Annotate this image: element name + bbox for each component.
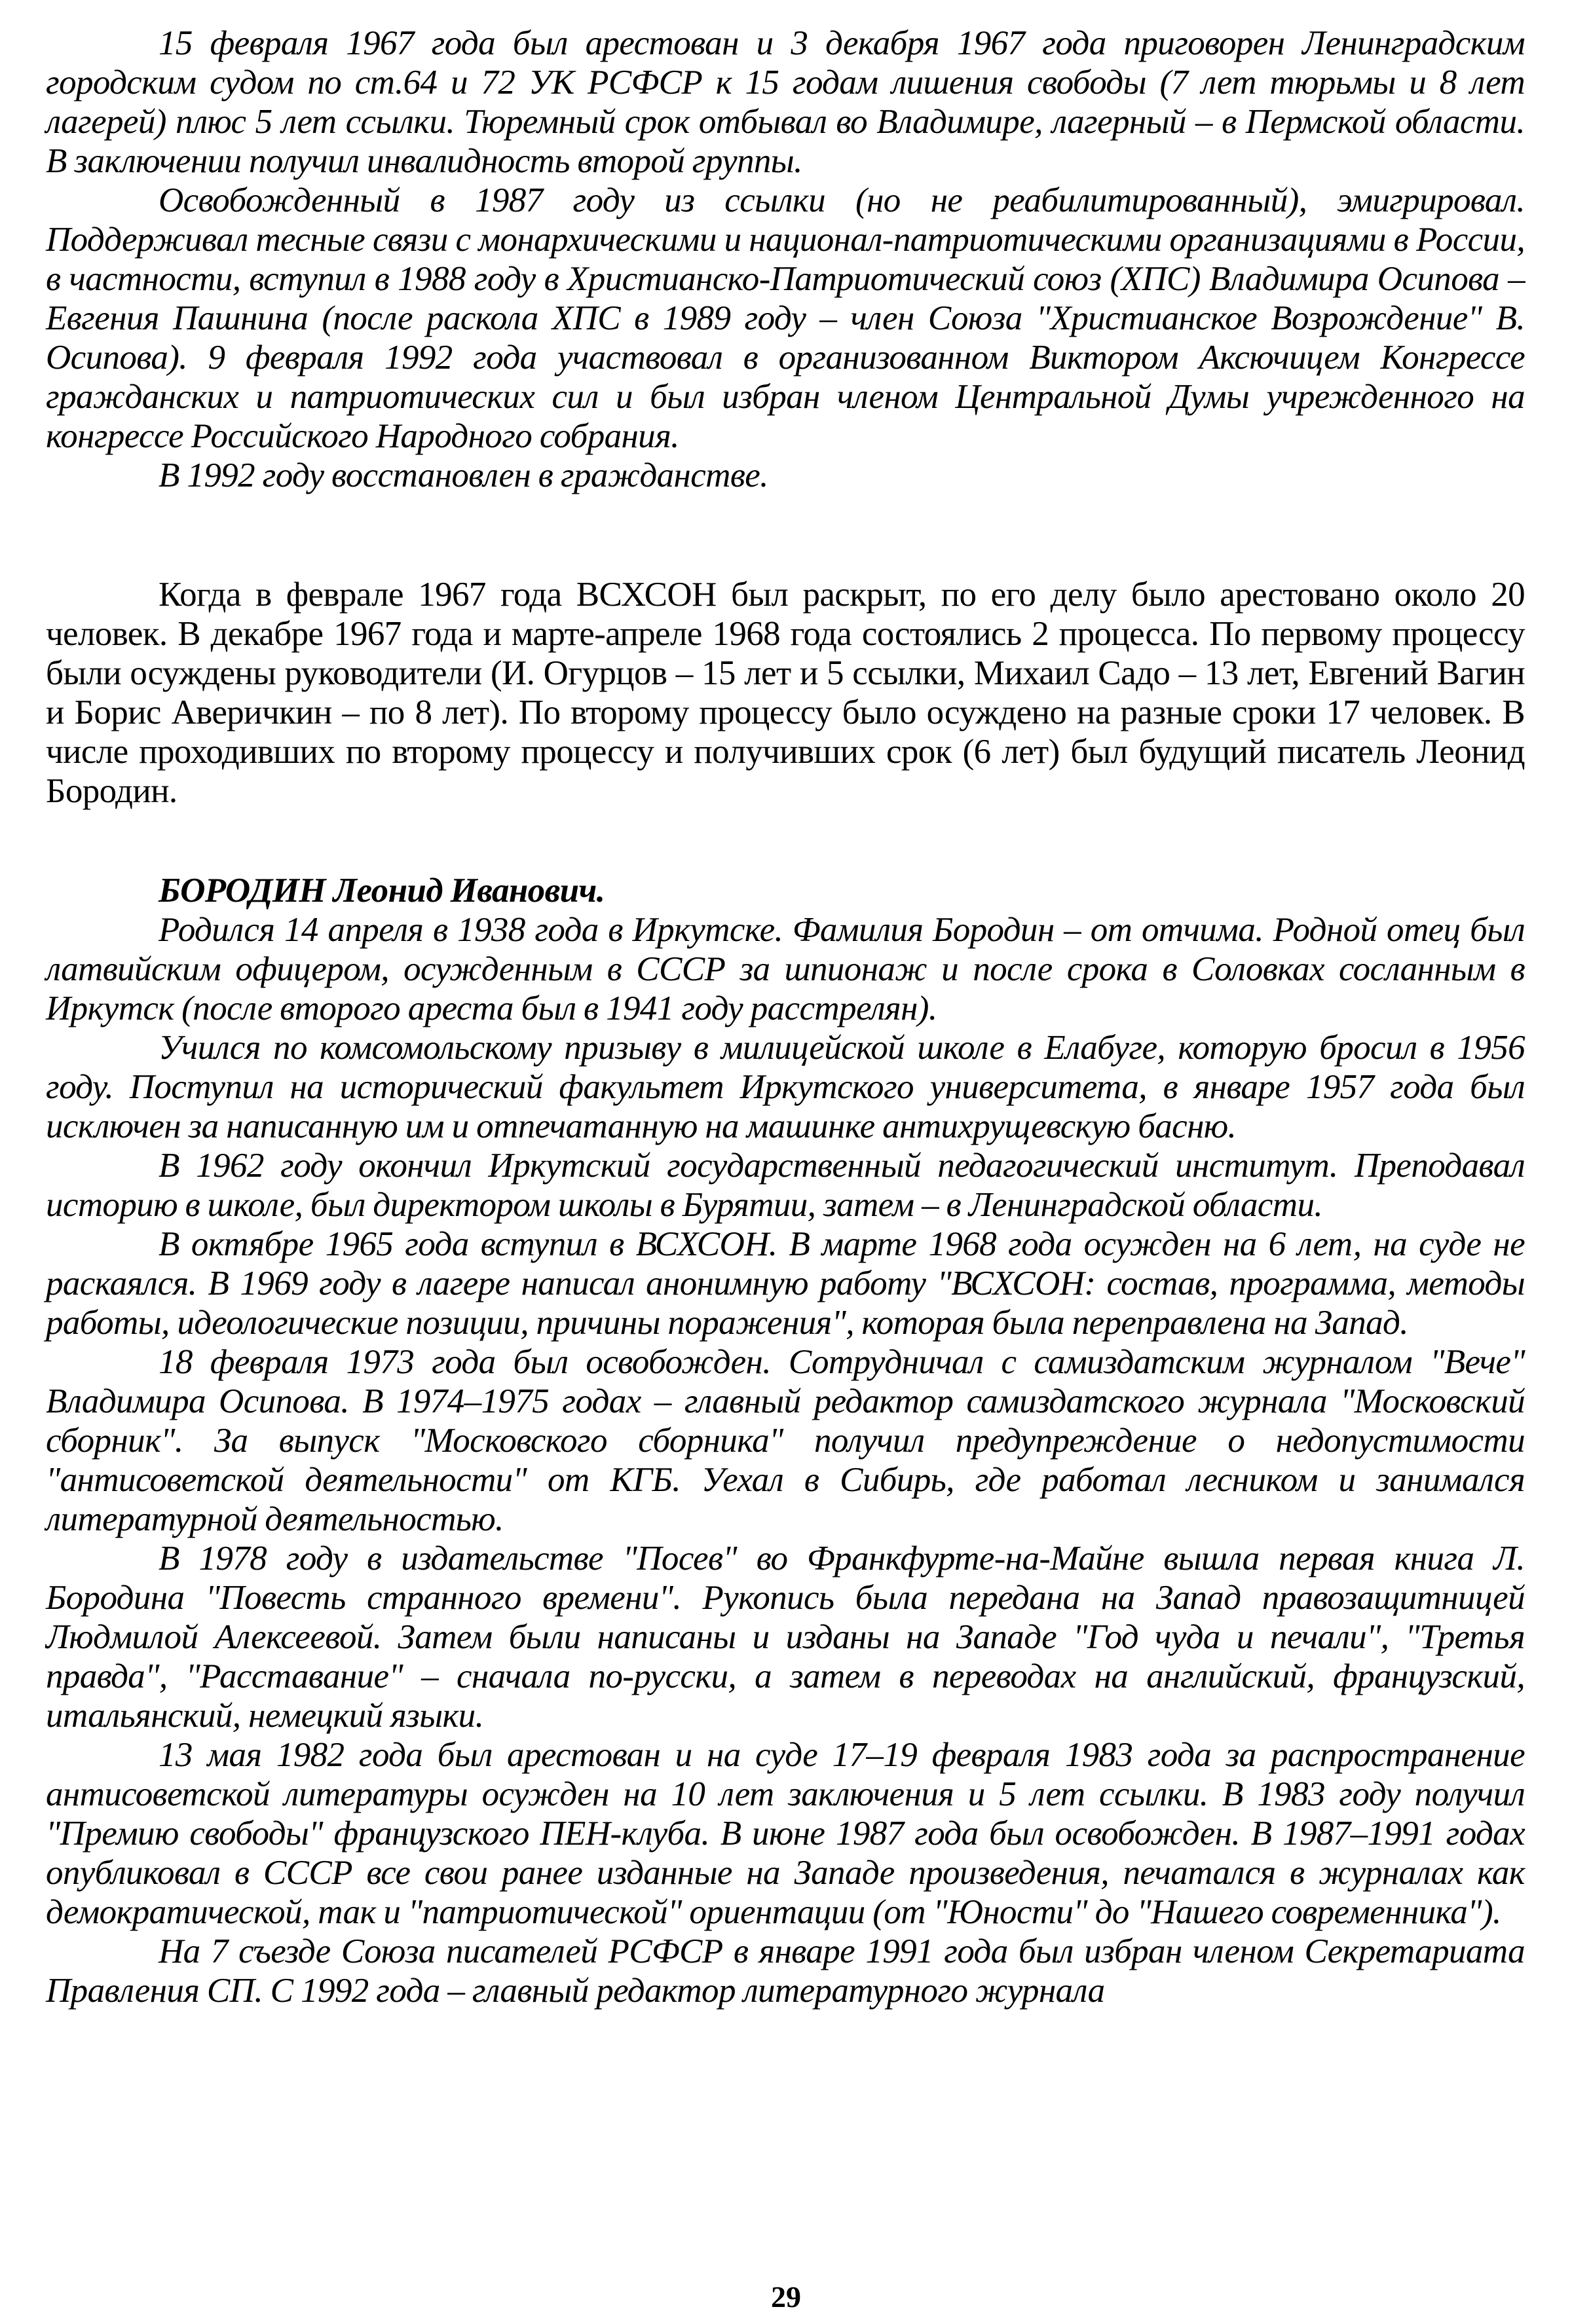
paragraph: В октябре 1965 года вступил в ВСХСОН. В марте 1968 года осужден на 6 лет, на суде не раскаялся. В 1969 году в лагере написал анонимную работу "ВСХСОН: состав, программа, методы работы, идеологические позиции, причины поражения", которая была переправлена на Запад. <box>46 1225 1525 1342</box>
entry-heading: БОРОДИН Леонид Иванович. <box>159 872 605 910</box>
paragraph: Родился 14 апреля в 1938 года в Иркутске. Фамилия Бородин – от отчима. Родной отец был латвийским офицером, осужденным в СССР за шпионаж и после срока в Соловках сосланным в Иркутск (после второго ареста был в 1941 году расстрелян). <box>46 911 1525 1027</box>
paragraph: На 7 съезде Союза писателей РСФСР в январе 1991 года был избран членом Секретариата Правления СП. С 1992 года – главный редактор литературного журнала <box>46 1932 1525 2010</box>
paragraph: В 1962 году окончил Иркутский государственный педагогический институт. Преподавал историю в школе, был директором школы в Бурятии, затем – в Ленинградской области. <box>46 1147 1525 1224</box>
paragraph: 13 мая 1982 года был арестован и на суде 17–19 февраля 1983 года за распространение антисоветской литературы осужден на 10 лет заключения и 5 лет ссылки. В 1983 году получил "Премию свободы" французского ПЕН-клуба. В июне 1987 года был освобожден. В 1987–1991 годах опубликовал в СССР все свои ранее изданные на Западе произведения, печатался в журналах как демократической, так и "патриотической" ориентации (от "Юности" до "Нашего современника"). <box>46 1736 1525 1931</box>
paragraph: В 1992 году восстановлен в гражданстве. <box>159 456 768 494</box>
paragraph: Освобожденный в 1987 году из ссылки (но не реабилитированный), эмигрировал. Поддерживал тесные связи с монархическими и национал-патриотическими организациями в России, в частности, вступил в 1988 году в Христианско-Патриотический союз (ХПС) Владимира Осипова – Евгения Пашнина (после раскола ХПС в 1989 году – член Союза "Христианское Возрождение" В. Осипова). 9 февраля 1992 года участвовал в организованном Виктором Аксючицем Конгрессе гражданских и патриотических сил и был избран членом Центральной Думы учрежденного на конгрессе Российского Народного собрания. <box>46 181 1525 455</box>
biography-continuation <box>46 24 1525 495</box>
paragraph: 15 февраля 1967 года был арестован и 3 декабря 1967 года приговорен Ленинградским городским судом по ст.64 и 72 УК РСФСР к 15 годам лишения свободы (7 лет тюрьмы и 8 лет лагерей) плюс 5 лет ссылки. Тюремный срок отбывал во Владимире, лагерный – в Пермской области. В заключении получил инвалидность второй группы. <box>46 24 1525 180</box>
paragraph: Когда в феврале 1967 года ВСХСОН был раскрыт, по его делу было арестовано около 20 человек. В декабре 1967 года и марте-апреле 1968 года состоялись 2 процесса. По первому процессу были осуждены руководители (И. Огурцов – 15 лет и 5 ссылки, Михаил Садо – 13 лет, Евгений Вагин и Борис Аверичкин – по 8 лет). По второму процессу было осуждено на разные сроки 17 человек. В числе проходивших по второму процессу и получивших срок (6 лет) был будущий писатель Леонид Бородин. <box>46 576 1525 810</box>
page-number: 29 <box>771 2280 801 2314</box>
paragraph: Учился по комсомольскому призыву в милицейской школе в Елабуге, которую бросил в 1956 году. Поступил на исторический факультет Иркутского университета, в январе 1957 года был исключен за написанную им и отпечатанную на машинке антихрущевскую басню. <box>46 1029 1525 1145</box>
narrative-section <box>46 575 1525 811</box>
biography-entry <box>46 871 1525 2010</box>
paragraph: В 1978 году в издательстве "Посев" во Франкфурте-на-Майне вышла первая книга Л. Бородина "Повесть странного времени". Рукопись была передана на Запад правозащитницей Людмилой Алексеевой. Затем были написаны и изданы на Западе "Год чуда и печали", "Третья правда", "Расставание" – сначала по-русски, а затем в переводах на английский, французский, итальянский, немецкий языки. <box>46 1540 1525 1735</box>
paragraph: 18 февраля 1973 года был освобожден. Сотрудничал с самиздатским журналом "Вече" Владимира Осипова. В 1974–1975 годах – главный редактор самиздатского журнала "Московский сборник". За выпуск "Московского сборника" получил предупреждение о недопустимости "антисоветской деятельности" от КГБ. Уехал в Сибирь, где работал лесником и занимался литературной деятельностью. <box>46 1343 1525 1538</box>
